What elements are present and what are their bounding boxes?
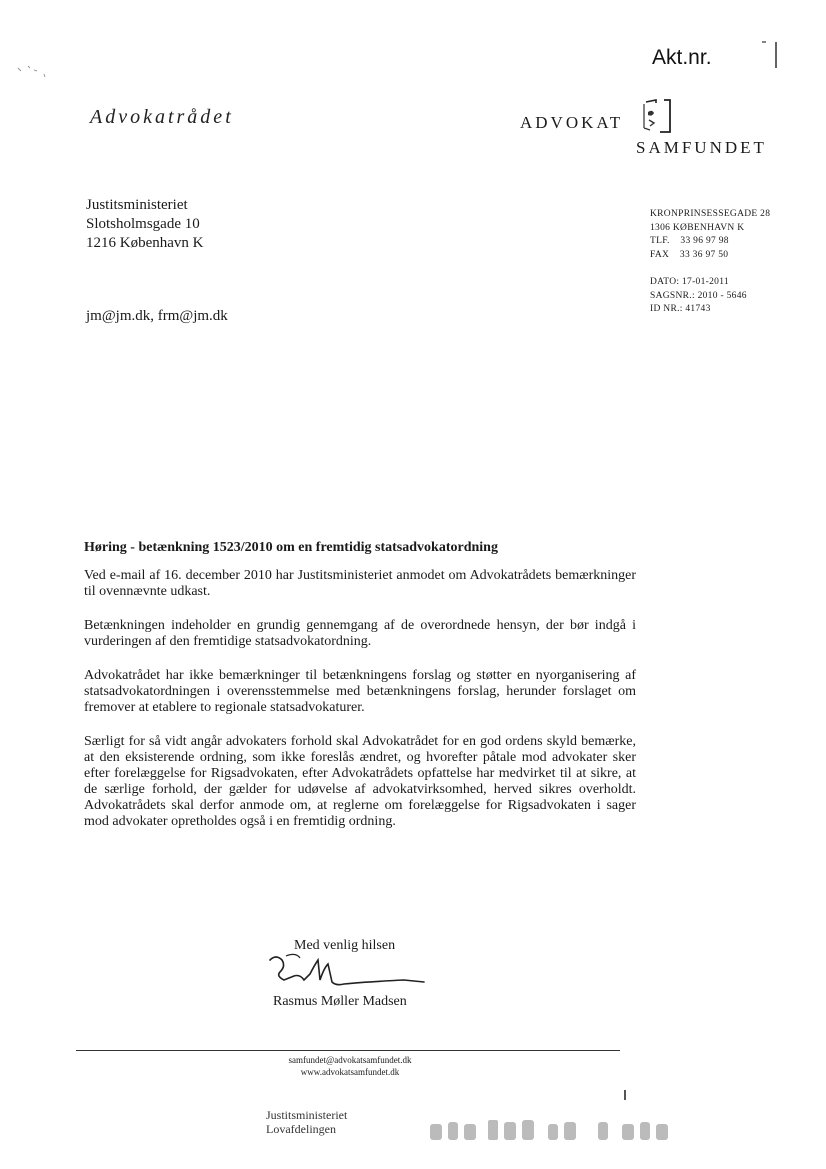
- letter-date: DATO: 17-01-2011: [650, 277, 729, 287]
- recipient-name: Justitsministeriet: [86, 197, 188, 213]
- letter-body: [84, 568, 636, 848]
- case-number: SAGSNR.: 2010 - 5646: [650, 290, 747, 301]
- sender-address: KRONPRINSESSEGADE 28: [650, 209, 771, 219]
- sender-postal: 1306 KØBENHAVN K: [650, 222, 745, 233]
- scan-mark: [8, 60, 48, 80]
- footer-contact: [250, 1054, 450, 1078]
- stamp-line-ministry: Justitsministeriet: [266, 1108, 348, 1122]
- scan-tick: [624, 1090, 626, 1100]
- footer-email: samfundet@advokatsamfundet.dk: [288, 1055, 412, 1065]
- id-number: ID NR.: 41743: [650, 304, 711, 314]
- akt-nr-label: Akt.nr.: [652, 46, 712, 69]
- handwritten-signature: [266, 950, 446, 994]
- faded-stamp-code: [426, 1114, 676, 1148]
- akt-nr-field-mark: [760, 40, 800, 70]
- advokatsamfundet-logo-icon: [640, 98, 676, 136]
- recipient-street: Slotsholmsgade 10: [86, 216, 200, 232]
- recipient-emails: jm@jm.dk, frm@jm.dk: [86, 308, 228, 324]
- sender-name: Advokatrådet: [90, 106, 234, 128]
- logo-text-samfundet: SAMFUNDET: [636, 138, 767, 157]
- sender-phone: TLF. 33 96 97 98: [650, 236, 729, 246]
- sender-fax: FAX 33 36 97 50: [650, 249, 729, 260]
- footer-web: www.advokatsamfundet.dk: [300, 1067, 400, 1077]
- paragraph: Særligt for så vidt angår advokaters forhold skal Advokatrådet for en god ordens skyld bemærke, at den eksisterende ordning, som ikke foreslås ændret, og hvorefter påtale mod advokater sker efter forelæggelse for Rigsadvokaten, efter Advokatrådets opfattelse har medvirket til at sikre, at de særlige forhold, der gælder for udøvelse af advokatvirksomhed, herved sikres overholdt. Advokatrådets skal derfor anmode om, at reglerne om forelæggelse for Rigsadvokaten i sager mod advokater opretholdes også i en fremtidig ordning.: [84, 734, 636, 829]
- sender-info-block: [650, 208, 770, 317]
- paragraph: Advokatrådet har ikke bemærkninger til betænkningens forslag og støtter en nyorganisering af statsadvokatordningen i overensstemmelse med betænkningens forslag, herunder forslaget om fremover at etablere to regionale statsadvokaturer.: [84, 668, 636, 715]
- recipient-city: 1216 København K: [86, 235, 204, 251]
- closing-greeting: Med venlig hilsen: [294, 938, 396, 953]
- recipient-address: [86, 196, 203, 253]
- footer-divider: [76, 1050, 620, 1051]
- paragraph: Ved e-mail af 16. december 2010 har Justitsministeriet anmodet om Advokatrådets bemærkninger til ovennævnte udkast.: [84, 568, 636, 599]
- signer-name: Rasmus Møller Madsen: [273, 994, 407, 1009]
- received-stamp: [266, 1108, 347, 1136]
- paragraph: Betænkningen indeholder en grundig gennemgang af de overordnede hensyn, der bør indgå i vurderingen af den fremtidige statsadvokatordning.: [84, 618, 636, 649]
- letter-subject: Høring - betænkning 1523/2010 om en fremtidig statsadvokatordning: [84, 540, 498, 555]
- logo-text-advokat: ADVOKAT: [520, 113, 624, 132]
- stamp-line-department: Lovafdelingen: [266, 1122, 336, 1136]
